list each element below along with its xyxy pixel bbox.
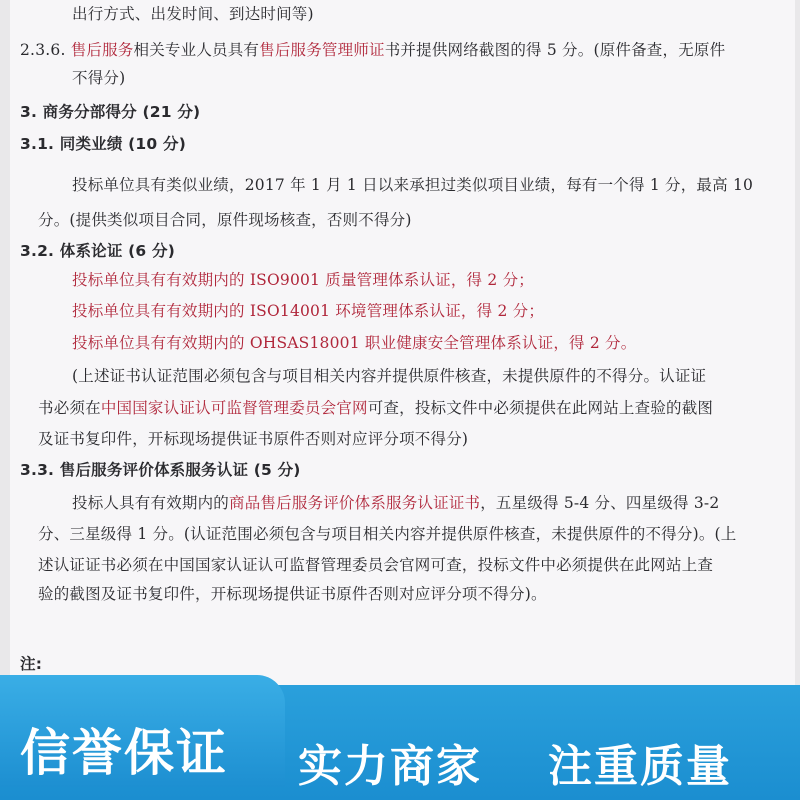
doc-line [72, 491, 719, 513]
doc-line: (上述证书认证范围必须包含与项目相关内容并提供原件核查，未提供原件的不得分。认证证 [72, 367, 707, 385]
section-heading: 3.2. 体系论证 (6 分) [20, 242, 175, 260]
highlight-text: ISO14001 环境管理体系认证 [249, 302, 461, 320]
doc-text: 书必须在 [38, 399, 101, 417]
section-number: 2.3.6. [20, 41, 71, 59]
doc-text: ，得 2 分； [460, 302, 545, 320]
banner-slogan-right: 注重质量 [548, 741, 732, 792]
section-heading: 3.3. 售后服务评价体系服务认证 (5 分) [20, 461, 301, 479]
note-label: 注: [20, 655, 43, 673]
highlight-text: 中国国家认证认可监督管理委员会官网 [100, 399, 368, 417]
doc-line [72, 331, 636, 353]
doc-line: 出行方式、出发时间、到达时间等) [72, 5, 314, 23]
section-heading: 3. 商务分部得分 (21 分) [20, 103, 201, 121]
doc-line: 及证书复印件，开标现场提供证书原件否则对应评分项不得分) [38, 430, 469, 448]
highlight-text: 售后服务管理师证 [259, 41, 385, 59]
doc-text: ，得 2 分； [450, 271, 534, 289]
banner-slogan-mid: 实力商家 [298, 741, 482, 792]
doc-text: ，得 2 分。 [553, 334, 637, 352]
doc-line: 分。(提供类似项目合同，原件现场核查，否则不得分) [38, 211, 412, 229]
doc-text: 投标单位具有有效期内的 [72, 271, 250, 289]
doc-line: 验的截图及证书复印件，开标现场提供证书原件否则对应评分项不得分)。 [38, 585, 547, 603]
doc-line: 分、三星级得 1 分。(认证范围必须包含与项目相关内容并提供原件核查，未提供原件的不得分)。(上 [38, 525, 737, 543]
doc-line: 述认证证书必须在中国国家认证认可监督管理委员会官网可查，投标文件中必须提供在此网站上查 [38, 556, 714, 574]
doc-text: 投标单位具有有效期内的 [72, 302, 250, 320]
doc-text: ，五星级得 5-4 分、四星级得 3-2 [480, 494, 720, 512]
doc-text: 投标人具有有效期内的 [72, 494, 230, 512]
doc-line [20, 38, 725, 60]
doc-line [72, 268, 534, 290]
highlight-text: 商品售后服务评价体系服务认证证书 [229, 494, 481, 512]
highlight-text: 售后服务 [70, 41, 134, 59]
doc-text: 书并提供网络截图的得 5 分。(原件备查，无原件 [384, 41, 726, 59]
doc-line [72, 299, 544, 321]
doc-line: 不得分) [72, 69, 126, 87]
doc-line: 投标单位具有类似业绩，2017 年 1 月 1 日以来承担过类似项目业绩，每有一个得 1 分，最高 10 [72, 176, 754, 194]
highlight-text: ISO9001 质量管理体系认证 [249, 271, 451, 289]
promo-banner [0, 675, 800, 800]
doc-text: 投标单位具有有效期内的 [72, 334, 250, 352]
section-heading: 3.1. 同类业绩 (10 分) [20, 135, 186, 153]
highlight-text: OHSAS18001 职业健康安全管理体系认证 [249, 334, 554, 352]
doc-text: 相关专业人员具有 [133, 41, 260, 59]
doc-text: 可查，投标文件中必须提供在此网站上查验的截图 [367, 399, 714, 417]
doc-line [38, 396, 713, 418]
banner-slogan-left: 信誉保证 [20, 724, 228, 782]
